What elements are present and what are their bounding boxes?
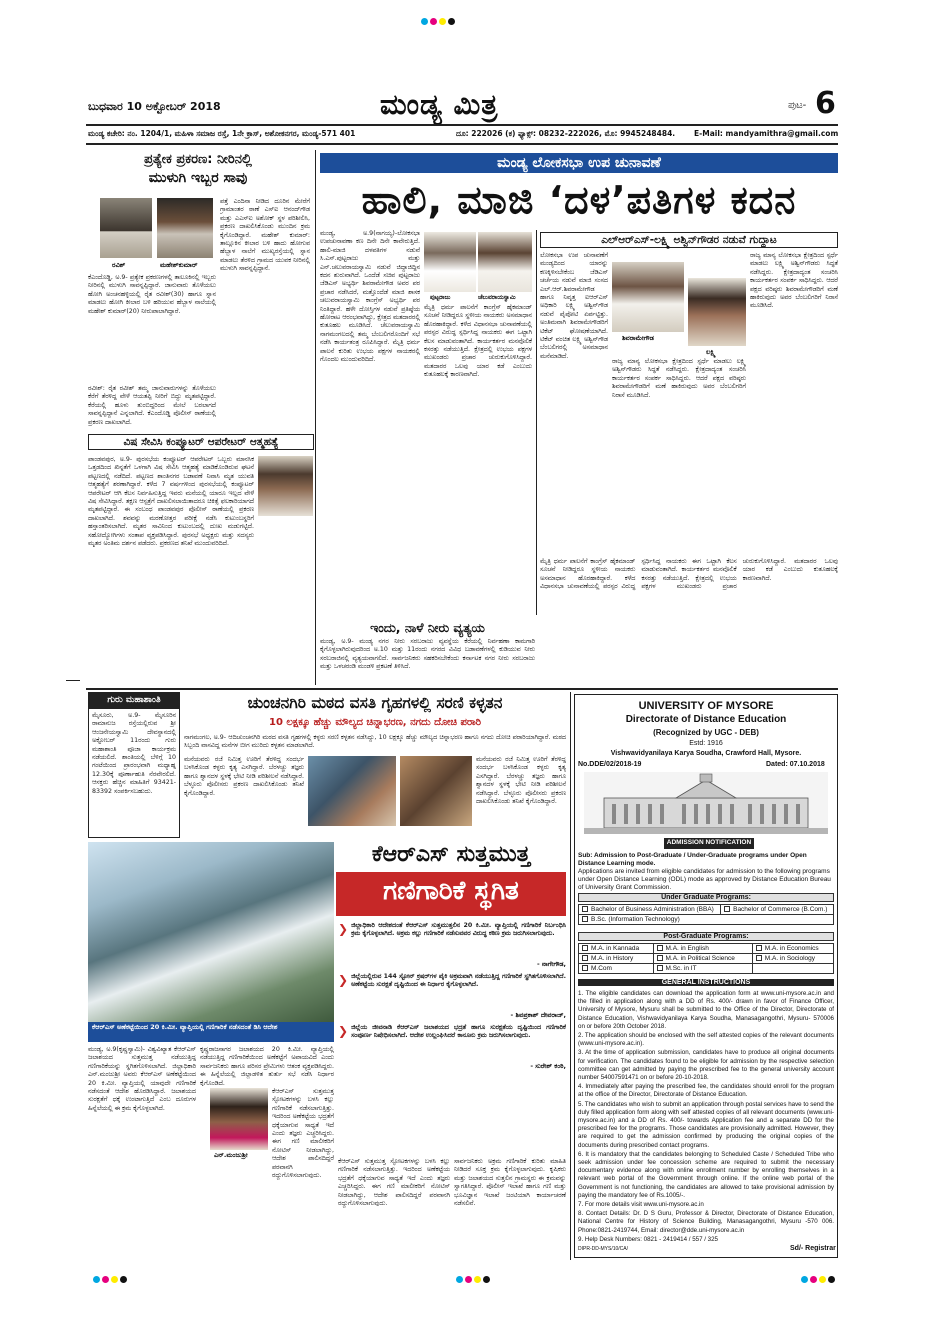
main-story-continued: ಮೈತ್ರಿ ಧರ್ಮ ಪಾಲನೆಗೆ ಕಾಂಗ್ರೆಸ್ ಹೈಕಮಾಂಡ್ ಸೂಚನೆ ನೀಡಿದ್ದರೂ ಸ್ಥಳೀಯ ನಾಯಕರು ಅಸಮಾಧಾನ ಹೊರಹಾಕಿದ್ದಾರೆ. ಕಳೆದ ವಿಧಾನಸಭಾ ಚುನಾವಣೆಯಲ್ಲಿ ಪರಸ್ಪರ ವಿರುದ್ಧ ಸ್ಪರ್ಧಿಸಿದ್ದ ನಾಯಕರು ಈಗ ಒಟ್ಟಾಗಿ ಕೆಲಸ ಮಾಡುವಂತಾಗಿದೆ. ಕಾರ್ಯಕರ್ತರ ಮನವೊಲಿಕೆ ಕಸರತ್ತು ನಡೆಯುತ್ತಿದೆ. ಕ್ಷೇತ್ರದಲ್ಲಿ ಉಭಯ ಪಕ್ಷಗಳ ಮುಖಂಡರು ಪ್ರಚಾರ ಚುರುಕುಗೊಳಿಸಿದ್ದಾರೆ. ಮತದಾರರ ಒಲವು ಯಾರ ಕಡೆ ಎಂಬುದು ಕುತೂಹಲಕ್ಕೆ ಕಾರಣವಾಗಿದೆ. [540, 558, 838, 591]
pg-program: M.A. in Economics [752, 944, 833, 954]
ug-programs [578, 904, 834, 925]
masthead-rule-top [86, 124, 838, 126]
checkbox-icon [582, 965, 588, 971]
page-number: 6 [815, 86, 836, 121]
photo-theft-scene-1 [308, 756, 396, 826]
krs-quote-2: - ಶಿವಪ್ರಕಾಶ್ ದೇವರಾಜ್, [510, 1011, 566, 1019]
instruction-item: 8. Contact Details: Dr. D S Guru, Professor & Director, Directorate of Distance Education, National Centre for History of Science Building, Manasagangothri, Mysuru -570 006. Phone:0821-2419744, Email: director@dde.uni-mysore.ac.in [578, 1210, 834, 1234]
instruction-item: 4. Immediately after paying the prescribed fee, the candidates should enroll for the program at the office of the Director, Directorate of Distance Education. [578, 1083, 834, 1099]
ad-footer-code: DIPR-DD-MYS/10/CA/ [578, 1246, 629, 1252]
krs-bullet-text: ಜಿಲ್ಲಾಧಿಕಾರಿ ಆದೇಶದಂತೆ ಕೆಆರ್‌ಎಸ್ ಸುತ್ತಮುತ್ತಲಿನ 20 ಕಿ.ಮೀ. ವ್ಯಾಪ್ತಿಯಲ್ಲಿ ಗಣಿಗಾರಿಕೆ ನಿರ್ಬಂಧಿಸಿ ಕ್ರಮ ಕೈಗೊಳ್ಳಲಾಗಿದೆ. ಅಕ್ರಮ ಕಲ್ಲು ಗಣಿಗಾರಿಕೆ ನಡೆಸುವವರ ವಿರುದ್ಧ ಕಠಿಣ ಕ್ರಮ ಜರುಗಿಸಲಾಗುವುದು. [351, 922, 566, 938]
recognized-line: (Recognized by UGC - DEB) [653, 728, 759, 737]
krs-quote-1: - ನಾಗೇಗೌಡ, [536, 960, 566, 968]
registration-marks-bottom-center [455, 1268, 491, 1287]
column-rule-left [315, 150, 316, 685]
ad-signature: Sd/- Registrar [790, 1245, 836, 1252]
gi-list [578, 990, 834, 1244]
column-rule-ad [570, 692, 571, 1260]
masthead-address: ಮಂಡ್ಯ ಕಚೇರಿ: ನಂ. 1204/1, ಮಹಿಳಾ ಸಮಾಜ ರಸ್ತೆ, 1ನೇ ಕ್ರಾಸ್, ಅಶೋಕನಗರ, ಮಂಡ್ಯ-571 401 [88, 129, 356, 138]
ad-address: Vishwavidyanilaya Karya Soudha, Crawford Hall, Mysore. [610, 750, 802, 757]
left-story2-headline: ವಿಷ ಸೇವಿಸಿ ಕಂಪ್ಯೂಟರ್ ಆಪರೇಟರ್ ಆತ್ಮಹತ್ಯೆ [123, 436, 279, 448]
ad-ref-date: Dated: 07.10.2018 [766, 761, 825, 768]
left-story-headline: ಮುಳುಗಿ ಇಬ್ಬರ ಸಾವು [148, 170, 248, 186]
left-story-text-a: ಪತ್ತೆ ಎಂದಿನಾ ನೀಡಿದ ದೂರಿನ ಮೇರೆಗೆ ಗ್ರಾಮಾಂತರ ಠಾಣೆ ಎಸ್‌ಐ ಆನಂದ್‌ಗೌಡ ಮತ್ತು ಎಎಸ್‌ಐ ಅಶೋಕ್ ಸ್ಥಳ ಪರಿಶೀಲಿಸಿ, ಪ್ರಕರಣ ದಾಖಲಿಸಿಕೊಂಡು ಮುಂದಿನ ಕ್ರಮ ಕೈಗೊಂಡಿದ್ದಾರೆ. ಮಹೇಶ್ ಕುಮಾರ್: ತಾಲ್ಲೂಕಿನ ಕೀಲಾರ ಬಳಿ ಹಾದು ಹೋಗುವ ಹೆಬ್ಬಾಳ ನಾಲೆಗೆ ಮುಖ್ಯರಸ್ತೆಯಲ್ಲಿ ಸ್ನಾನ ಮಾಡಲು ತೆರಳಿದ ಗ್ರಾಮದ ಯುವಕ ನೀರಿನಲ್ಲಿ ಮುಳುಗಿ ಸಾವನ್ನಪ್ಪಿದ್ದಾನೆ. [220, 198, 310, 273]
directorate-name: Directorate of Distance Education [625, 714, 787, 725]
pg-program: M.A. in Political Science [653, 954, 752, 964]
masthead-phone: ದೂ: 222026 (ಕ) ಫ್ಯಾಕ್ಸ್: 08232-222026, ಮೊ: 9945248484. [456, 129, 676, 138]
krs-bullet-text: ಜಿಲ್ಲೆಯ ಜೀವನಾಡಿ ಕೆಆರ್‌ಎಸ್ ಜಲಾಶಯದ ಭದ್ರತೆ ಹಾಗೂ ಸುರಕ್ಷತೆಯ ದೃಷ್ಟಿಯಿಂದ ಗಣಿಗಾರಿಕೆ ಸಂಪೂರ್ಣ ನಿಷೇಧಿಸಲಾಗಿದೆ. ಆದೇಶ ಉಲ್ಲಂಘಿಸಿದರೆ ಕಾನೂನು ಕ್ರಮ ಜರುಗಿಸಲಾಗುವುದು. [351, 1024, 566, 1040]
page-label: ಪುಟ- [788, 100, 807, 111]
checkbox-icon [657, 945, 663, 951]
newspaper-title: ಮಂಡ್ಯ ಮಿತ್ರ [380, 88, 499, 121]
krs-bullet-2 [338, 973, 566, 1007]
bullet-marker-icon: ❯ [338, 1024, 349, 1038]
theft-text-right: ಮನೆಯವರು ರಜೆ ನಿಮಿತ್ತ ಊರಿಗೆ ತೆರಳಿದ್ದ ಸಂದರ್ಭ ಬಳಸಿಕೊಂಡ ಕಳ್ಳರು ಕೃತ್ಯ ಎಸಗಿದ್ದಾರೆ. ಬೆರಳಚ್ಚು ತಜ್ಞರು ಹಾಗೂ ಶ್ವಾನದಳ ಸ್ಥಳಕ್ಕೆ ಭೇಟಿ ನೀಡಿ ಪರಿಶೀಲನೆ ನಡೆಸಿದ್ದಾರೆ. ಬೆಳ್ಳೂರು ಪೊಲೀಸರು ಪ್ರಕರಣ ದಾಖಲಿಸಿಕೊಂಡು ತನಿಖೆ ಕೈಗೊಂಡಿದ್ದಾರೆ. [476, 756, 566, 806]
section-rule-1 [86, 688, 838, 690]
caption-ravish: ರವಿಶ್ [112, 261, 126, 269]
caption-mahesh: ಮಹೇಶ್‌ಕುಮಾರ್ [160, 261, 198, 269]
pg-program: M.A. in Sociology [752, 954, 833, 964]
krs-bullet-1 [338, 922, 566, 956]
pg-program: M.Sc. in IT [653, 964, 752, 974]
main-story-headline: ಹಾಲಿ, ಮಾಜಿ ‘ದಳ’ಪತಿಗಳ ಕದನ [361, 178, 797, 222]
checkbox-icon [756, 955, 762, 961]
caption-lakshmi: ಲಕ್ಷ್ಮಿ [706, 348, 716, 356]
main-subrule [536, 230, 537, 615]
krs-bullets [338, 922, 566, 1071]
issue-date: ಬುಧವಾರ 10 ಅಕ್ಟೋಬರ್ 2018 [88, 100, 221, 113]
ad-intro: Applications are invited from eligible candidates for admission to the following programs under Open Distance Learning (ODL) mode as approved by Distance Education Bureau of University Grant Commission. [578, 868, 831, 891]
krs-quote-3: - ಸುರೇಶ್ ಕಂಠಿ, [530, 1062, 566, 1070]
pg-program: M.Com [579, 964, 654, 974]
krs-bullet-text: ಜಿಲ್ಲೆಯಲ್ಲಿರುವ 144 ಸ್ಟೋನ್ ಕ್ರಷರ್‌ಗಳ ಪೈಕಿ ಅಕ್ರಮವಾಗಿ ನಡೆಯುತ್ತಿದ್ದ ಗಣಿಗಾರಿಕೆ ಸ್ಥಗಿತಗೊಳಿಸಲಾಗಿದೆ. ಅಣೆಕಟ್ಟೆಯ ಸುರಕ್ಷತೆ ದೃಷ್ಟಿಯಿಂದ ಈ ನಿರ್ಧಾರ ಕೈಗೊಳ್ಳಲಾಗಿದೆ. [351, 973, 566, 989]
ug-program: B.Sc. (Information Technology) [579, 915, 834, 925]
theft-text-a: ನಾಗಮಂಗಲ, ಅ.9- ಆದಿಚುಂಚನಗಿರಿ ಮಠದ ವಸತಿ ಗೃಹಗಳಲ್ಲಿ ಕಳ್ಳರು ಸರಣಿ ಕಳ್ಳತನ ನಡೆಸಿದ್ದು, 10 ಲಕ್ಷಕ್ಕೂ ಹೆಚ್ಚು ಮೌಲ್ಯದ ಚಿನ್ನಾಭರಣ ಹಾಗೂ ನಗದು ದೋಚಿ ಪರಾರಿಯಾಗಿದ್ದಾರೆ. ಮಠದ ಸಿಬ್ಬಂದಿ ವಾಸವಿದ್ದ ಮನೆಗಳ ಬೀಗ ಮುರಿದು ಕಳ್ಳತನ ಮಾಡಲಾಗಿದೆ. [184, 734, 566, 750]
photo-mahesh [157, 198, 213, 258]
gi-title: GENERAL INSTRUCTIONS [578, 979, 834, 986]
instruction-item: 1. The eligible candidates can download the application form at www.uni-mysore.ac.in and the filled in application along with a DD of Rs. 400/- drawn in favor of Finance Officer, University of Mysore, Mysuru shall be submitted to the Office of the Director, Directorate of Distance Education, Vishwavidyanilaya Karya Soudha, Manasagangothri, Mysuru- 570006 on or before 20th October 2018. [578, 990, 834, 1030]
registration-marks-bottom-right [800, 1268, 836, 1287]
instruction-item: 3. At the time of application submission, candidates have to produce all original documents for verification. The candidates found to be eligible for admission by the respective selection committee can get admitted by paying the prescribed fee to the general university account number 54007591471 on or before 20-10-2018. [578, 1049, 834, 1082]
krs-text-c: ಕೆಆರ್‌ಎಸ್ ಸುತ್ತಮುತ್ತ ಸ್ಫೋಟಕಗಳನ್ನು ಬಳಸಿ ಕಲ್ಲು ಗಣಿಗಾರಿಕೆ ನಡೆಸಲಾಗುತ್ತಿತ್ತು. ಇದರಿಂದ ಅಣೆಕಟ್ಟೆಯ ಭದ್ರತೆಗೆ ಧಕ್ಕೆಯಾಗುವ ಸಾಧ್ಯತೆ ಇದೆ ಎಂದು ತಜ್ಞರು ಎಚ್ಚರಿಸಿದ್ದರು. ಈಗ ಗಣಿ ಮಾಲೀಕರಿಗೆ ನೋಟಿಸ್ ನೀಡಲಾಗಿದ್ದು, ಆದೇಶ ಪಾಲಿಸದಿದ್ದರೆ ಪರವಾನಗಿ ರದ್ದುಗೊಳಿಸಲಾಗುವುದು. [338, 1158, 450, 1208]
instruction-item: 9. Help Desk Numbers: 0821 - 2419414 / 557 / 325 [578, 1235, 718, 1243]
pg-program [752, 964, 833, 974]
instruction-item: 2. The application should be enclosed with the self attested copies of the relevant documents (www.uni-mysore.ac.in). [578, 1032, 834, 1048]
masthead-email: E-Mail: mandyamithra@gmail.com [694, 129, 839, 138]
instruction-item: 7. For more details visit www.uni-mysore.ac.in [578, 1201, 704, 1209]
main-story-text-e: ರಾಜ್ಯ ಮಾನ್ಯ ಲೋಕಸಭಾ ಕ್ಷೇತ್ರದಿಂದ ಸ್ಪರ್ಧೆ ಮಾಡಲು ಲಕ್ಷ್ಮಿ ಅಶ್ವಿನ್‌ಗೌಡರು ಸಿದ್ಧತೆ ನಡೆಸಿದ್ದರು. ಕ್ಷೇತ್ರದಾದ್ಯಂತ ಸಂಚರಿಸಿ ಕಾರ್ಯಕರ್ತರ ಸಂಪರ್ಕ ಸಾಧಿಸಿದ್ದರು. ಆದರೆ ಪಕ್ಷದ ವರಿಷ್ಠರು ಶಿವರಾಮೇಗೌಡರಿಗೆ ಮಣೆ ಹಾಕಿರುವುದು ಅವರ ಬೆಂಬಲಿಗರಿಗೆ ನಿರಾಸೆ ಮೂಡಿಸಿದೆ. [612, 358, 746, 399]
instruction-item: 6. It is mandatory that the candidates belonging to Scheduled Caste / Scheduled Tribe who seek admission under fee concession scheme are required to submit the necessary documentary evidence along with online enrollment number by enrolling themselves in a relevant web portal of the Government through online. If the online web portal of the Government is not functioning, the candidates are allowed to take provisional admission by paying the mandatory fee of Rs.1005/-. [578, 1150, 834, 1199]
photo-puttaraju [424, 232, 476, 292]
left-story2-text: ಪಾಂಡವಪುರ, ಅ.9- ಪುರಸಭೆಯ ಕಂಪ್ಯೂಟರ್ ಆಪರೇಟರ್ ಒಬ್ಬರು ಮಾನಸಿಕ ಒತ್ತಡದಿಂದ ಖಿನ್ನತೆಗೆ ಒಳಗಾಗಿ ವಿಷ ಸೇವಿಸಿ ಆತ್ಮಹತ್ಯೆ ಮಾಡಿಕೊಂಡಿರುವ ಘಟನೆ ಪಟ್ಟಣದಲ್ಲಿ ನಡೆದಿದೆ. ಪಟ್ಟಣದ ಶಾಂತಿನಗರ ಬಡಾವಣೆ ನಿವಾಸಿ ಮೃತ ಯುವತಿ ಆತ್ಮಹತ್ಯೆಗೆ ಶರಣಾಗಿದ್ದಾರೆ. ಕಳೆದ 7 ವರ್ಷಗಳಿಂದ ಪುರಸಭೆಯಲ್ಲಿ ಕಂಪ್ಯೂಟರ್ ಆಪರೇಟರ್ ಆಗಿ ಕೆಲಸ ನಿರ್ವಹಿಸುತ್ತಿದ್ದ ಇವರು ಮನೆಯಲ್ಲಿ ಯಾರೂ ಇಲ್ಲದ ವೇಳೆ ವಿಷ ಸೇವಿಸಿದ್ದಾರೆ. ತಕ್ಷಣ ಆಸ್ಪತ್ರೆಗೆ ದಾಖಲಿಸಲಾಯಿತಾದರೂ ಚಿಕಿತ್ಸೆ ಫಲಕಾರಿಯಾಗದೆ ಮೃತಪಟ್ಟಿದ್ದಾರೆ. ಈ ಸಂಬಂಧ ಪಾಂಡವಪುರ ಪೊಲೀಸ್ ಠಾಣೆಯಲ್ಲಿ ಪ್ರಕರಣ ದಾಖಲಾಗಿದೆ. ಶವವನ್ನು ಮರಣೋತ್ತರ ಪರೀಕ್ಷೆ ನಡೆಸಿ ಕುಟುಂಬಸ್ಥರಿಗೆ ಹಸ್ತಾಂತರಿಸಲಾಗಿದೆ. ಮೃತರ ಸಾವಿನಿಂದ ಕುಟುಂಬದಲ್ಲಿ ದುಃಖ ಮಡುಗಟ್ಟಿದೆ. ಸಹೋದ್ಯೋಗಿಗಳು ಸಂತಾಪ ವ್ಯಕ್ತಪಡಿಸಿದ್ದಾರೆ. ಪುರಸಭೆ ಅಧ್ಯಕ್ಷರು ಮತ್ತು ಸದಸ್ಯರು ಮೃತರ ಅಂತಿಮ ದರ್ಶನ ಪಡೆದರು. ಪ್ರಕರಣದ ತನಿಖೆ ಮುಂದುವರಿದಿದೆ. [88, 456, 254, 548]
pg-program: M.A. in History [579, 954, 654, 964]
caption-shivaramegowda: ಶಿವರಾಮೇಗೌಡ [622, 334, 654, 342]
checkbox-icon [582, 906, 588, 912]
krs-bullet-3 [338, 1024, 566, 1058]
theft-text-left: ಮನೆಯವರು ರಜೆ ನಿಮಿತ್ತ ಊರಿಗೆ ತೆರಳಿದ್ದ ಸಂದರ್ಭ ಬಳಸಿಕೊಂಡ ಕಳ್ಳರು ಕೃತ್ಯ ಎಸಗಿದ್ದಾರೆ. ಬೆರಳಚ್ಚು ತಜ್ಞರು ಹಾಗೂ ಶ್ವಾನದಳ ಸ್ಥಳಕ್ಕೆ ಭೇಟಿ ನೀಡಿ ಪರಿಶೀಲನೆ ನಡೆಸಿದ್ದಾರೆ. ಬೆಳ್ಳೂರು ಪೊಲೀಸರು ಪ್ರಕರಣ ದಾಖಲಿಸಿಕೊಂಡು ತನಿಖೆ ಕೈಗೊಂಡಿದ್ದಾರೆ. [184, 756, 304, 797]
main-story-text-c: ಲೋಕಸಭಾ ಉಪ ಚುನಾವಣೆಗೆ ಮಂಡ್ಯದಿಂದ ಯಾರನ್ನು ಕಣಕ್ಕಿಳಿಸಬೇಕೆಂಬ ಜೆಡಿಎಸ್ ಚರ್ಚೆಯ ನಡುವೆ ಮಾಜಿ ಸಂಸದ ಎಲ್.ಆರ್.ಶಿವರಾಮೇಗೌಡ ಹಾಗೂ ನಿವೃತ್ತ ಐಆರ್‌ಎಸ್ ಅಧಿಕಾರಿ ಲಕ್ಷ್ಮಿ ಅಶ್ವಿನ್‌ಗೌಡ ನಡುವೆ ಪೈಪೋಟಿ ಏರ್ಪಟ್ಟಿತ್ತು. ಅಂತಿಮವಾಗಿ ಶಿವರಾಮೇಗೌಡರಿಗೆ ಟಿಕೆಟ್ ಘೋಷಣೆಯಾಗಿದೆ. ಟಿಕೆಟ್ ವಂಚಿತ ಲಕ್ಷ್ಮಿ ಅಶ್ವಿನ್‌ಗೌಡ ಬೆಂಬಲಿಗರಲ್ಲಿ ಅಸಮಾಧಾನ ಮನೆಮಾಡಿದೆ. [540, 252, 608, 360]
theft-subheadline: 10 ಲಕ್ಷಕ್ಕೂ ಹೆಚ್ಚು ಮೌಲ್ಯದ ಚಿನ್ನಾಭರಣ, ನಗದು ದೋಚಿ ಪರಾರಿ [268, 717, 482, 728]
krs-text-d: ಸಾರ್ವಜನಿಕರು ಅಕ್ರಮ ಗಣಿಗಾರಿಕೆ ಕುರಿತು ಮಾಹಿತಿ ನೀಡಿದರೆ ಸೂಕ್ತ ಕ್ರಮ ಕೈಗೊಳ್ಳಲಾಗುವುದು. ಕೃಷಿಕರು ಮತ್ತು ಜಲಾಶಯದ ಸುತ್ತಲಿನ ಗ್ರಾಮಸ್ಥರು ಈ ಕ್ರಮವನ್ನು ಸ್ವಾಗತಿಸಿದ್ದಾರೆ. ಪೊಲೀಸ್ ಇಲಾಖೆ ಹಾಗೂ ಗಣಿ ಮತ್ತು ಭೂವಿಜ್ಞಾನ ಇಲಾಖೆ ಜಂಟಿಯಾಗಿ ಕಾರ್ಯಾಚರಣೆ ನಡೆಸಲಿವೆ. [454, 1158, 566, 1208]
checkbox-icon [756, 945, 762, 951]
registration-marks-bottom-left [92, 1268, 128, 1287]
registration-marks-top [420, 10, 456, 29]
bullet-marker-icon: ❯ [338, 922, 349, 936]
main-story-text-a: ಮಂಡ್ಯ, ಅ.9(ನಾಗಯ್ಯ)-ಲೋಕಸಭಾ ಉಪಚುನಾವಣಾ ಕಣ ದಿನೇ ದಿನೇ ಕಾವೇರುತ್ತಿದೆ. ಹಾಲಿ-ಮಾಜಿ ದಳಪತಿಗಳ ನಡುವೆ ಸಿ.ಎಸ್.ಪುಟ್ಟರಾಜು ಮತ್ತು ಎನ್.ಚಲುವರಾಯಸ್ವಾಮಿ ನಡುವೆ ಜಿದ್ದಾಜಿದ್ದಿನ ಕದನ ಶುರುವಾಗಿದೆ. ಒಂದೆಡೆ ಸಚಿವ ಪುಟ್ಟರಾಜು ಜೆಡಿಎಸ್ ಅಭ್ಯರ್ಥಿ ಶಿವರಾಮೇಗೌಡ ಅವರ ಪರ ಪ್ರಚಾರ ನಡೆಸಿದರೆ, ಮತ್ತೊಂದೆಡೆ ಮಾಜಿ ಶಾಸಕ ಚಲುವರಾಯಸ್ವಾಮಿ ಕಾಂಗ್ರೆಸ್ ಅಭ್ಯರ್ಥಿ ಪರ ನಿಂತಿದ್ದಾರೆ. ಹಳೇ ದೋಸ್ತಿಗಳ ನಡುವೆ ಪ್ರತಿಷ್ಠೆಯ ಹೋರಾಟ ಆರಂಭವಾಗಿದ್ದು, ಕ್ಷೇತ್ರದ ಮತದಾರರಲ್ಲಿ ಕುತೂಹಲ ಮೂಡಿಸಿದೆ. ಚೆಲುವರಾಯಸ್ವಾಮಿ ನಾಗಮಂಗಲದಲ್ಲಿ ತಮ್ಮ ಬೆಂಬಲಿಗರೊಂದಿಗೆ ಸಭೆ ನಡೆಸಿ ಕಾರ್ಯತಂತ್ರ ರೂಪಿಸಿದ್ದಾರೆ. ಮೈತ್ರಿ ಧರ್ಮ ಪಾಲನೆ ಕುರಿತು ಉಭಯ ಪಕ್ಷಗಳ ನಾಯಕರಲ್ಲಿ ಗೊಂದಲ ಮುಂದುವರಿದಿದೆ. [320, 230, 420, 364]
photo-lakshmi [688, 278, 746, 346]
water-notice-headline: ಇಂದು, ನಾಳೆ ನೀರು ವ್ಯತ್ಯಯ [370, 620, 485, 635]
checkbox-icon [582, 916, 588, 922]
photo-cheluvarayaswamy [478, 232, 532, 292]
photo-theft-scene-2 [400, 756, 472, 826]
guru-title: ಗುರು ಮಹಾಶಾಂತಿ [107, 695, 161, 705]
ad-ref-no: No.DDE/02/2018-19 [578, 761, 642, 768]
pg-title: Post-Graduate Programs: [578, 932, 834, 941]
krs-photo-caption: ಕೆಆರ್‌ಎಸ್ ಅಣೆಕಟ್ಟೆಯಿಂದ 20 ಕಿ.ಮೀ. ವ್ಯಾಪ್ತಿಯಲ್ಲಿ ಗಣಿಗಾರಿಕೆ ನಡೆಸದಂತೆ ಡಿಸಿ ಆದೇಶ [92, 1023, 278, 1031]
checkbox-icon [657, 955, 663, 961]
university-name-text: UNIVERSITY OF MYSORE [638, 700, 774, 712]
photo-dc-manjushree [210, 1088, 268, 1150]
main-story-text-d: ರಾಜ್ಯ ಮಾನ್ಯ ಲೋಕಸಭಾ ಕ್ಷೇತ್ರದಿಂದ ಸ್ಪರ್ಧೆ ಮಾಡಲು ಲಕ್ಷ್ಮಿ ಅಶ್ವಿನ್‌ಗೌಡರು ಸಿದ್ಧತೆ ನಡೆಸಿದ್ದರು. ಕ್ಷೇತ್ರದಾದ್ಯಂತ ಸಂಚರಿಸಿ ಕಾರ್ಯಕರ್ತರ ಸಂಪರ್ಕ ಸಾಧಿಸಿದ್ದರು. ಆದರೆ ಪಕ್ಷದ ವರಿಷ್ಠರು ಶಿವರಾಮೇಗೌಡರಿಗೆ ಮಣೆ ಹಾಕಿರುವುದು ಅವರ ಬೆಂಬಲಿಗರಿಗೆ ನಿರಾಸೆ ಮೂಡಿಸಿದೆ. [750, 252, 838, 310]
masthead-rule-bottom [86, 143, 838, 145]
instruction-item: 5. The candidates who wish to submit an application through postal services have to send the duly filled application form along with self attested copies of all relevant documents (www.uni-mysore.ac.in) and a DD of Rs. 400/- towards Application fee and a separate DD for the prescribed fee for the programs. Those candidates are provisionally admitted. However, they are required to get the admission confirmed by producing the original copies of the documents during prescribed contact programs. [578, 1100, 834, 1149]
pg-program: M.A. in Kannada [579, 944, 654, 954]
krs-text-b: ಕೃಷ್ಣರಾಜಸಾಗರ ಜಲಾಶಯದ 20 ಕಿ.ಮೀ. ವ್ಯಾಪ್ತಿಯಲ್ಲಿ ನಡೆಯುತ್ತಿದ್ದ ಗಣಿಗಾರಿಕೆಯಿಂದ ಅಣೆಕಟ್ಟೆಗೆ ಅಪಾಯವಿದೆ ಎಂದು ಸಾರ್ವಜನಿಕರು ಹಾಗೂ ಪರಿಸರ ಪ್ರೇಮಿಗಳು ಆತಂಕ ವ್ಯಕ್ತಪಡಿಸಿದ್ದರು. ಈ ಹಿನ್ನೆಲೆಯಲ್ಲಿ ಜಿಲ್ಲಾಡಳಿತ ತುರ್ತು ಸಭೆ ನಡೆಸಿ ನಿರ್ಧಾರ ಕೈಗೊಂಡಿದೆ. [200, 1046, 334, 1086]
krs-text-b2: ಕೆಆರ್‌ಎಸ್ ಸುತ್ತಮುತ್ತ ಸ್ಫೋಟಕಗಳನ್ನು ಬಳಸಿ ಕಲ್ಲು ಗಣಿಗಾರಿಕೆ ನಡೆಸಲಾಗುತ್ತಿತ್ತು. ಇದರಿಂದ ಅಣೆಕಟ್ಟೆಯ ಭದ್ರತೆಗೆ ಧಕ್ಕೆಯಾಗುವ ಸಾಧ್ಯತೆ ಇದೆ ಎಂದು ತಜ್ಞರು ಎಚ್ಚರಿಸಿದ್ದರು. ಈಗ ಗಣಿ ಮಾಲೀಕರಿಗೆ ನೋಟಿಸ್ ನೀಡಲಾಗಿದ್ದು, ಆದೇಶ ಪಾಲಿಸದಿದ್ದರೆ ಪರವಾನಗಿ ರದ್ದುಗೊಳಿಸಲಾಗುವುದು. [272, 1088, 334, 1180]
notice-title: ADMISSION NOTIFICATION [666, 839, 752, 846]
crawford-hall-illustration [584, 772, 828, 834]
bullet-marker-icon: ❯ [338, 973, 349, 987]
main-subheadline: ಎಲ್‌ಆರ್‌ಎಸ್-ಲಕ್ಷ್ಮಿ ಅಶ್ವಿನ್‌ಗೌಡರ ನಡುವೆ ಗುದ್ದಾಟ [601, 234, 777, 246]
photo-krs-dam [88, 842, 334, 1022]
main-story-kicker: ಮಂಡ್ಯ ಲೋಕಸಭಾ ಉಪ ಚುನಾವಣೆ [497, 155, 661, 171]
left-story-text-b: ಕೆಎಂದೊಡ್ಡಿ, ಅ.9- ಪ್ರತ್ಯೇಕ ಪ್ರಕರಣಗಳಲ್ಲಿ ತಾಲೂಕಿನಲ್ಲಿ ಇಬ್ಬರು ನೀರಿನಲ್ಲಿ ಮುಳುಗಿ ಸಾವನ್ನಪ್ಪಿದ್ದಾರೆ. ಜಾನುವಾರು ತೊಳೆಯಲು ಹೋಗಿ ಅಂಚನಹಳ್ಳಿಯಲ್ಲಿ ರೈತ ರವೀಶ್(30) ಹಾಗೂ ಸ್ನಾನ ಮಾಡಲು ಹೋಗಿ ಕೀಲಾರ ಬಳಿ ಹರಿಯುವ ಹೆಬ್ಬಾಳ ನಾಲೆಯಲ್ಲಿ ಮಹೇಶ್ ಕುಮಾರ್(20) ನೀರುಪಾಲಾಗಿದ್ದಾರೆ. [88, 274, 216, 315]
checkbox-icon [724, 906, 730, 912]
ug-title: Under Graduate Programs: [578, 893, 834, 902]
photo-shivaramegowda [612, 262, 684, 332]
pg-program: M.A. in English [653, 944, 752, 954]
left-story-kicker: ಪ್ರತ್ಯೇಕ ಪ್ರಕರಣ: ನೀರಿನಲ್ಲಿ [144, 152, 252, 167]
guru-text: ಮೈಸೂರು, ಅ.9- ಮೈಸೂರಿನ ರಾಮಾನುಜ ರಸ್ತೆಯಲ್ಲಿರುವ ಶ್ರೀ ಆಂಜನೇಯಸ್ವಾಮಿ ದೇವಸ್ಥಾನದಲ್ಲಿ ಅಕ್ಟೋಬರ್ 11ರಂದು ಗುರು ಮಹಾಶಾಂತಿ ಪೂಜಾ ಕಾರ್ಯಕ್ರಮ ನಡೆಯಲಿದೆ. ಶಾಂತಿಯಲ್ಲಿ ಬೆಳಿಗ್ಗೆ 10 ಗಂಟೆಯಿಂದ ಪ್ರಾರಂಭವಾಗಿ ಮಧ್ಯಾಹ್ನ 12.30ಕ್ಕೆ ಪೂರ್ಣಾಹುತಿ ನೆರವೇರಲಿದೆ. ಆಸಕ್ತರು ಹೆಚ್ಚಿನ ಮಾಹಿತಿಗೆ 93421-83392 ಸಂಪರ್ಕಿಸಬಹುದು. [92, 712, 176, 795]
main-story-text-b: ಮೈತ್ರಿ ಧರ್ಮ ಪಾಲನೆಗೆ ಕಾಂಗ್ರೆಸ್ ಹೈಕಮಾಂಡ್ ಸೂಚನೆ ನೀಡಿದ್ದರೂ ಸ್ಥಳೀಯ ನಾಯಕರು ಅಸಮಾಧಾನ ಹೊರಹಾಕಿದ್ದಾರೆ. ಕಳೆದ ವಿಧಾನಸಭಾ ಚುನಾವಣೆಯಲ್ಲಿ ಪರಸ್ಪರ ವಿರುದ್ಧ ಸ್ಪರ್ಧಿಸಿದ್ದ ನಾಯಕರು ಈಗ ಒಟ್ಟಾಗಿ ಕೆಲಸ ಮಾಡುವಂತಾಗಿದೆ. ಕಾರ್ಯಕರ್ತರ ಮನವೊಲಿಕೆ ಕಸರತ್ತು ನಡೆಯುತ್ತಿದೆ. ಕ್ಷೇತ್ರದಲ್ಲಿ ಉಭಯ ಪಕ್ಷಗಳ ಮುಖಂಡರು ಪ್ರಚಾರ ಚುರುಕುಗೊಳಿಸಿದ್ದಾರೆ. ಮತದಾರರ ಒಲವು ಯಾರ ಕಡೆ ಎಂಬುದು ಕುತೂಹಲಕ್ಕೆ ಕಾರಣವಾಗಿದೆ. [424, 304, 532, 379]
margin-dash [66, 680, 80, 681]
checkbox-icon [582, 955, 588, 961]
caption-dc: ಎನ್.ಮಂಜುಶ್ರೀ [214, 1151, 248, 1159]
left-story-text-c: ರವೀಶ್: ರೈತ ರವೀಶ್ ತಮ್ಮ ಜಾನುವಾರುಗಳನ್ನು ತೊಳೆಯಲು ಕೆರೆಗೆ ತೆರಳಿದ್ದ ವೇಳೆ ಆಯತಪ್ಪಿ ನೀರಿಗೆ ಬಿದ್ದು ಮೃತಪಟ್ಟಿದ್ದಾರೆ. ಕೆರೆಯಲ್ಲಿ ಹೂಳು ತುಂಬಿದ್ದರಿಂದ ಮೇಲೆ ಬರಲಾಗದೆ ಸಾವನ್ನಪ್ಪಿದ್ದಾನೆ ಎನ್ನಲಾಗಿದೆ. ಕೆಎಂದೊಡ್ಡಿ ಪೊಲೀಸ್ ಠಾಣೆಯಲ್ಲಿ ಪ್ರಕರಣ ದಾಖಲಾಗಿದೆ. [88, 385, 216, 426]
checkbox-icon [582, 945, 588, 951]
theft-headline: ಚುಂಚನಗಿರಿ ಮಠದ ವಸತಿ ಗೃಹಗಳಲ್ಲಿ ಸರಣಿ ಕಳ್ಳತನ [247, 694, 503, 712]
university-name [574, 700, 838, 712]
caption-puttaraju: ಪುಟ್ಟರಾಜು [430, 294, 451, 301]
krs-text-a: ಮಂಡ್ಯ, ಅ.9(ಕೃಷ್ಣಸ್ವಾಮಿ)- ವಿಶ್ವವಿಖ್ಯಾತ ಕೆಆರ್‌ಎಸ್ ಜಲಾಶಯದ ಸುತ್ತಮುತ್ತ ನಡೆಯುತ್ತಿದ್ದ ಗಣಿಗಾರಿಕೆಯನ್ನು ಸ್ಥಗಿತಗೊಳಿಸಲಾಗಿದೆ. ಜಿಲ್ಲಾಧಿಕಾರಿ ಎನ್.ಮಂಜುಶ್ರೀ ಅವರು ಕೆಆರ್‌ಎಸ್ ಅಣೆಕಟ್ಟೆಯಿಂದ 20 ಕಿ.ಮೀ. ವ್ಯಾಪ್ತಿಯಲ್ಲಿ ಯಾವುದೇ ಗಣಿಗಾರಿಕೆ ನಡೆಸದಂತೆ ಆದೇಶ ಹೊರಡಿಸಿದ್ದಾರೆ. ಜಲಾಶಯದ ಸುರಕ್ಷತೆಗೆ ಧಕ್ಕೆ ಉಂಟಾಗುತ್ತಿದೆ ಎಂಬ ದೂರುಗಳ ಹಿನ್ನೆಲೆಯಲ್ಲಿ ಈ ಕ್ರಮ ಕೈಗೊಳ್ಳಲಾಗಿದೆ. [88, 1046, 196, 1112]
caption-cheluvarayaswamy: ಚೆಲುವರಾಯಸ್ವಾಮಿ [478, 294, 516, 301]
krs-kicker: ಕೆಆರ್‌ಎಸ್ ಸುತ್ತಮುತ್ತ [371, 842, 531, 867]
water-notice-text: ಮಂಡ್ಯ, ಅ.9- ಮಂಡ್ಯ ನಗರ ನೀರು ಸರಬರಾಜು ವ್ಯವಸ್ಥೆಯ ಕೆರೆಯಲ್ಲಿ ನಿರ್ವಹಣಾ ಕಾಮಗಾರಿ ಕೈಗೊಳ್ಳಲಾಗಿರುವುದರಿಂದ ಅ.10 ಮತ್ತು 11ರಂದು ನಗರದ ವಿವಿಧ ಬಡಾವಣೆಗಳಲ್ಲಿ ಕುಡಿಯುವ ನೀರು ಸರಬರಾಜಿನಲ್ಲಿ ವ್ಯತ್ಯಯವಾಗಲಿದೆ. ಸಾರ್ವಜನಿಕರು ಸಹಕರಿಸಬೇಕೆಂದು ಕರ್ನಾಟಕ ನಗರ ನೀರು ಸರಬರಾಜು ಮತ್ತು ಒಳಚರಂಡಿ ಮಂಡಳಿ ಪ್ರಕಟಣೆ ತಿಳಿಸಿದೆ. [320, 638, 535, 671]
ad-subject: Sub: Admission to Post-Graduate / Under-Graduate programs under Open Distance Learning mode. [578, 852, 807, 867]
ug-program: Bachelor of Business Administration (BBA) [579, 905, 721, 915]
photo-deceased-woman [258, 456, 313, 516]
photo-ravish [100, 198, 152, 258]
krs-headline: ಗಣಿಗಾರಿಕೆ ಸ್ಥಗಿತ [383, 876, 519, 906]
ug-program: Bachelor of Commerce (B.Com.) [721, 905, 834, 915]
checkbox-icon [657, 965, 663, 971]
pg-programs [578, 943, 834, 974]
university-emblem-icon [674, 700, 684, 712]
estd-line: Estd: 1916 [689, 740, 723, 747]
